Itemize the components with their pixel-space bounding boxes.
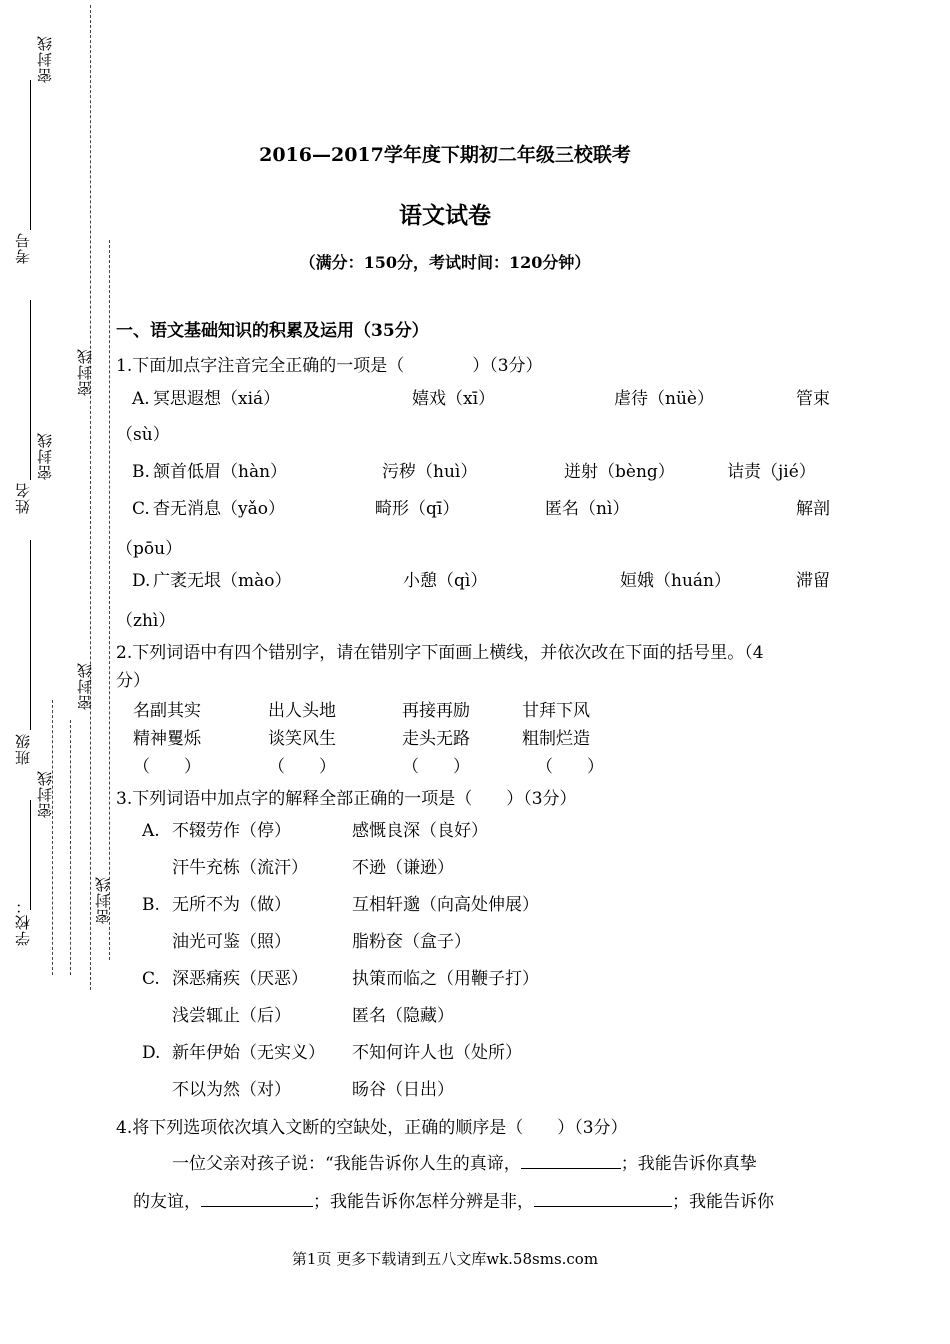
q2-word-2-1: 精神矍烁 [133, 729, 201, 749]
q1-d-word4: 滞留 [796, 571, 830, 591]
q3-c-item4: 匿名（隐藏） [352, 1006, 454, 1026]
q1-d-word4-pinyin: （zhì） [116, 611, 176, 631]
q1-a-word1: 冥思遐想（xiá） [153, 389, 281, 409]
binding-line-2 [109, 240, 110, 960]
q4-passage-text-4: ；我能告诉你怎样分辨是非， [313, 1192, 534, 1212]
q3-d-label: D. [142, 1043, 161, 1063]
name-label: 姓名 [14, 482, 32, 514]
q1-a-label: A. [132, 389, 150, 409]
q1-b-word3: 迸射（bèng） [564, 462, 675, 482]
q3-a-item2: 感慨良深（良好） [352, 821, 488, 841]
q1-b-word1: 颔首低眉（hàn） [153, 462, 288, 482]
q1-d-word3: 姮娥（huán） [620, 571, 731, 591]
q2-stem-line2: 分） [116, 671, 150, 691]
q2-answer-paren-2: （ ） [268, 757, 336, 777]
seal-line-label-1: 密封线 [36, 35, 54, 83]
q1-a-word4-pinyin: （sù） [116, 425, 170, 445]
binding-line-4 [52, 700, 53, 975]
q1-b-word2: 污秽（huì） [382, 462, 478, 482]
seal-line-label-3: 密封线 [36, 432, 54, 480]
name-underline [30, 300, 31, 480]
seal-line-label-6: 密封线 [94, 876, 112, 924]
q1-c-word2: 畸形（qī） [375, 499, 460, 519]
exam-info: （满分：150分，考试时间：120分钟） [299, 253, 591, 272]
q2-word-1-2: 出人头地 [268, 701, 336, 721]
q1-a-word4: 管束 [796, 389, 830, 409]
class-underline [30, 540, 31, 730]
seal-line-label-2: 密封线 [76, 348, 94, 396]
class-label: 班级 [14, 733, 32, 765]
q2-word-2-4: 粗制烂造 [522, 729, 590, 749]
q3-b-item3: 油光可鉴（照） [172, 932, 291, 952]
q1-a-word2: 嬉戏（xī） [412, 389, 496, 409]
q3-b-item2: 互相轩邈（向高处伸展） [352, 895, 539, 915]
subject-title: 语文试卷 [399, 202, 491, 229]
q2-word-1-3: 再接再励 [402, 701, 470, 721]
seal-line-label-5: 密封线 [36, 770, 54, 818]
q4-blank-1[interactable] [521, 1152, 621, 1169]
q3-b-item1: 无所不为（做） [172, 895, 291, 915]
q3-c-label: C. [142, 969, 160, 989]
q3-d-item3: 不以为然（对） [172, 1080, 291, 1100]
q1-b-label: B. [132, 462, 150, 482]
q2-word-1-4: 甘拜下风 [522, 701, 590, 721]
q3-a-label: A. [142, 821, 160, 841]
q3-stem: 3.下列词语中加点字的解释全部正确的一项是（ ）（3分） [116, 789, 577, 809]
q3-d-item2: 不知何许人也（处所） [352, 1043, 522, 1063]
q2-answer-paren-1: （ ） [133, 757, 201, 777]
q3-d-item4: 旸谷（日出） [352, 1080, 454, 1100]
exam-no-label: 考号 [14, 232, 32, 264]
q3-b-label: B. [142, 895, 160, 915]
q2-stem-line1: 2.下列词语中有四个错别字，请在错别字下面画上横线，并依次改在下面的括号里。（4 [116, 643, 764, 663]
binding-line-3 [70, 720, 71, 975]
q2-word-2-3: 走头无路 [402, 729, 470, 749]
q4-passage-text-3: 的友谊， [133, 1192, 201, 1212]
q1-c-word4: 解剖 [796, 499, 830, 519]
q1-d-word1: 广袤无垠（mào） [153, 571, 292, 591]
q3-b-item4: 脂粉奁（盒子） [352, 932, 471, 952]
q1-a-word3: 虐待（nüè） [614, 389, 714, 409]
seal-line-label-4: 密封线 [76, 662, 94, 710]
q3-a-item1: 不辍劳作（停） [172, 821, 291, 841]
q4-passage-text-1: 一位父亲对孩子说：“我能告诉你人生的真谛， [172, 1154, 521, 1174]
q1-b-word4: 诘责（jié） [727, 462, 816, 482]
q1-stem: 1.下面加点字注音完全正确的一项是（ ）（3分） [116, 356, 543, 376]
exam-title: 2016—2017学年度下期初二年级三校联考 [259, 144, 631, 166]
q2-word-2-2: 谈笑风生 [268, 729, 336, 749]
q1-d-label: D. [132, 571, 151, 591]
q3-c-item1: 深恶痛疾（厌恶） [172, 969, 308, 989]
q4-passage-line2 [133, 1190, 774, 1213]
q3-a-item3: 汗牛充栋（流汗） [172, 858, 308, 878]
q1-c-word1: 杳无消息（yǎo） [153, 499, 285, 519]
q4-passage-text-5: ；我能告诉你 [672, 1192, 774, 1212]
q2-answer-paren-4: （ ） [536, 757, 604, 777]
q3-c-item3: 浅尝辄止（后） [172, 1006, 291, 1026]
q3-d-item1: 新年伊始（无实义） [172, 1043, 325, 1063]
q2-answer-paren-3: （ ） [402, 757, 470, 777]
q4-stem: 4.将下列选项依次填入文断的空缺处，正确的顺序是（ ）（3分） [116, 1118, 628, 1138]
q4-blank-3[interactable] [534, 1190, 672, 1207]
q4-blank-2[interactable] [201, 1190, 313, 1207]
page-footer: 第1页 更多下载请到五八文库wk.58sms.com [291, 1250, 599, 1268]
q4-passage-line1 [172, 1152, 757, 1175]
q1-d-word2: 小憩（qì） [403, 571, 488, 591]
school-underline [30, 800, 31, 910]
school-label: 学校： [14, 898, 32, 946]
q3-a-item4: 不逊（谦逊） [352, 858, 454, 878]
q1-c-word3: 匿名（nì） [545, 499, 630, 519]
q1-c-label: C. [132, 499, 150, 519]
section-1-heading: 一、语文基础知识的积累及运用（35分） [116, 321, 429, 341]
q2-word-1-1: 名副其实 [133, 701, 201, 721]
q4-passage-text-2: ；我能告诉你真挚 [620, 1154, 757, 1174]
q1-c-word4-pinyin: （pōu） [116, 539, 183, 559]
q3-c-item2: 执策而临之（用鞭子打） [352, 969, 539, 989]
